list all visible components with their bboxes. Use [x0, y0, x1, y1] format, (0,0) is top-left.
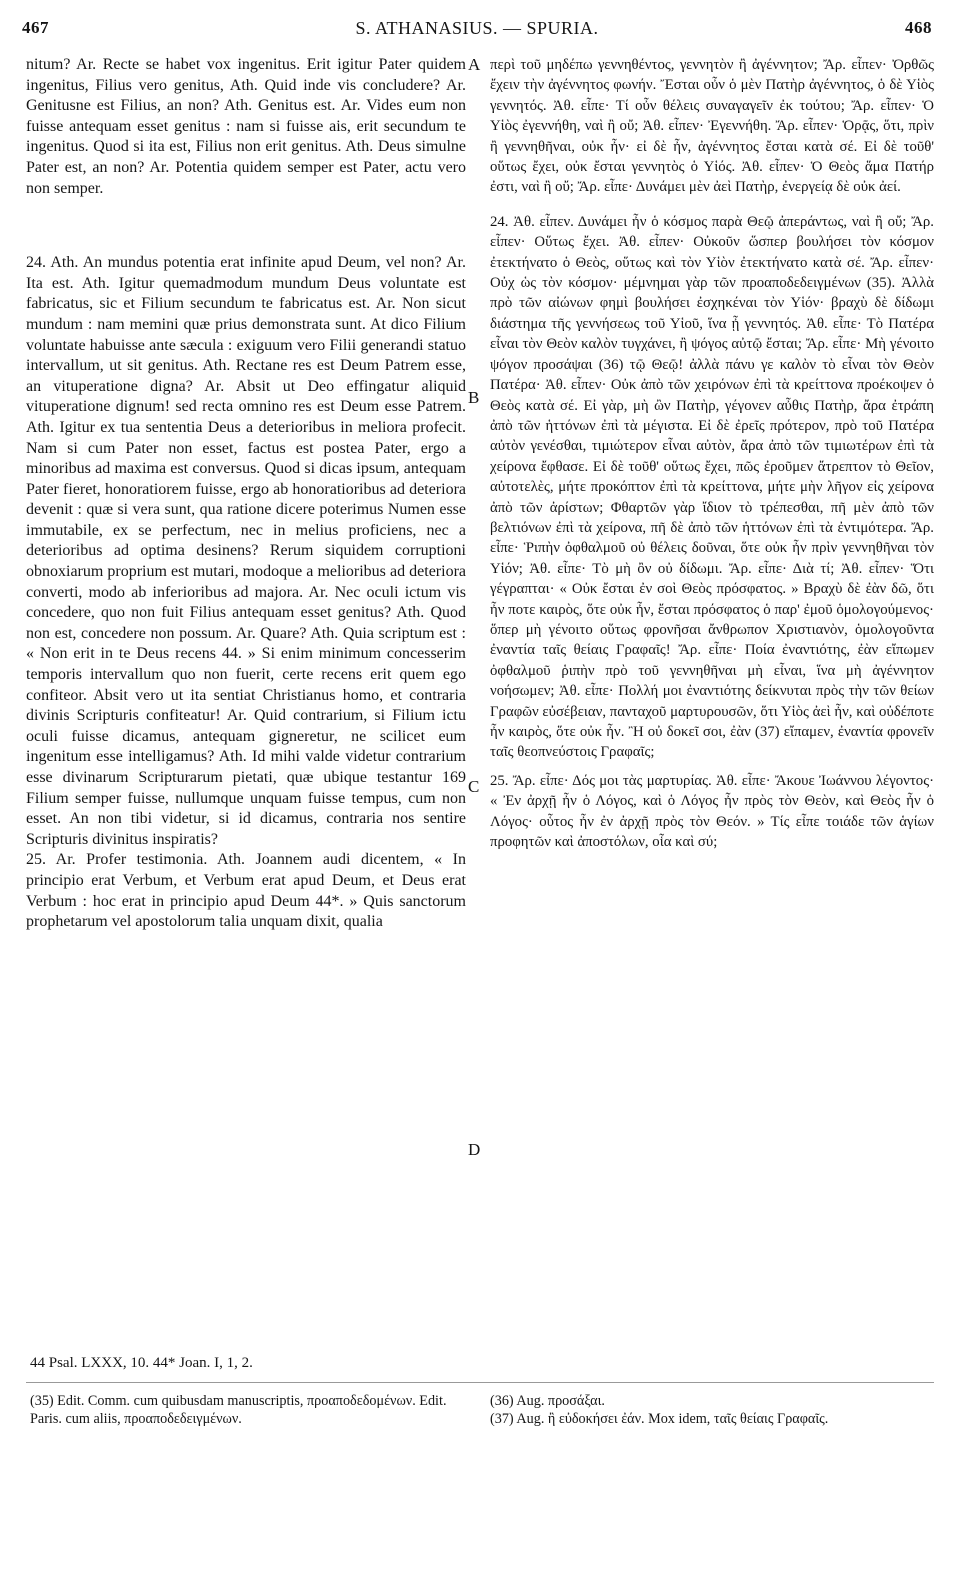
running-header [22, 18, 932, 48]
greek-column [490, 55, 934, 852]
running-title: S. ATHANASIUS. — SPURIA. [355, 18, 599, 38]
latin-column [26, 55, 466, 933]
page-number-left: 467 [22, 18, 49, 37]
margin-letter-c: C [468, 777, 480, 796]
footnote-divider [26, 1382, 934, 1383]
footnotes-left: (35) Edit. Comm. cum quibusdam manuscriptis, προαποδεδομένων. Edit. Paris. cum aliis, προαποδεδειγμένων. [30, 1393, 447, 1427]
greek-paragraph: 24. Ἀθ. εἶπεν. Δυνάμει ἦν ὁ κόσμος παρὰ Θεῷ ἀπεράντως, ναὶ ἢ οὔ; Ἄρ. εἶπεν· Οὕτως ἔχει. Ἀθ. εἶπεν· Οὐκοῦν ὥσπερ βουλήσει τὸν κόσμον ἐτεκτήνατο ὁ Θεὸς, οὕτως καὶ τὸν Υἱὸν ἐτεκτήνατο κατὰ σέ. Ἄρ. εἶπεν· Οὐχ ὡς τὸν κόσμον· μέμνημαι γὰρ τῶν προαποδεδειγμένων (35). Ἀλλὰ πρὸ τῶν αἰώνων φημὶ βουλήσει ἐσχηκέναι τὸν Υἱόν· βραχὺ δὲ δίδωμι διάστημα τῆς γεννήσεως τοῦ Υἱοῦ, ἵνα ᾖ γεννητός. Ἀθ. εἶπε· Τὸ Πατέρα εἶναι τὸν Θεὸν καλὸν τυγχάνει, ἢ ψόγος αὐτῷ ἔσται; Ἄρ. εἶπε· Μὴ γένοιτο ψόγον προσάψαι (36) τῷ Θεῷ! ἀλλὰ πάνυ γε καλὸν τὸ εἶναι τὸν Θεὸν Πατέρα· Ἀθ. εἶπεν· Οὐκ ἀπὸ τῶν χειρόνων ἐπὶ τὰ κρείττονα προέκοψεν ὁ Θεὸς κατὰ σέ. Εἰ γὰρ, μὴ ὢν Πατὴρ, γέγονεν αὖθις Πατὴρ, ἄρα ἐτράπη ἀπὸ τῶν ἡττόνων ἐπὶ τὰ μέγιστα. Εἰ δὲ ἐρεῖς πρότερον, πρὸ τοῦ Πατέρα αὐτὸν γενέσθαι, τιμιώτερον εἶναι αὐτὸν, ἄρα ἀπὸ τῶν τιμιωτέρων ἐπὶ τὰ χείρονα ἔφθασε. Εἰ δὲ τοῦθ' οὕτως ἔχει, πῶς ἐροῦμεν ἄτρεπτον τὸ Θεῖον, αὐτοτελὲς, μήτε προκόπτον ἐπὶ τὰ κρείττονα, μήτε μὴν λῆγον εἰς χείρονα ἀπὸ τῶν ἀρίστων; Φθαρτῶν γὰρ ἴδιον τὸ τρέπεσθαι, πῆ μὲν ἀπὸ τῶν βελτιόνων ἐπὶ τὰ χείρονα, πῆ δὲ ἀπὸ τῶν ἡττόνων ἐπὶ τὰ ἐντιμότερα. Ἄρ. εἶπε· Ῥιπὴν ὀφθαλμοῦ οὐ θέλεις δοῦναι, ὅτε οὐκ ἦν πρὶν γεννηθῆναι τὸν Υἱόν; Ἀθ. εἶπε· Τὸ μὴ ὂν οὐ δίδωμι. Ἄρ. εἶπε· Διὰ τί; Ἀθ. εἶπεν· Ὅτι γέγραπται· « Οὐκ ἔσται ἐν σοὶ Θεὸς πρόσφατος. » Βραχὺ δὲ ἐὰν δῶ, ὅτι ἦν ποτε καιρὸς, ὅτε οὐκ ἦν, ἔσται πρόσφατος ὁ παρ' ἐμοῦ ὁμολογούμενος· ὅπερ μὴ γένοιτο οὕτως φρονῆσαι ἄνθρωπον Χριστιανὸν, ὁμολογοῦντα ἐναντία ταῖς θείαις Γραφαῖς! Ἄρ. εἶπε· Ποία ἐναντιότης, ἐὰν εἴπωμεν ὀφθαλμοῦ ῥιπὴν πρὸ τοῦ γεννηθῆναι μὴ εἶναι, ἵνα μὴ ἀγέννητον νοήσωμεν; Ἀθ. εἶπε· Πολλή μοι ἐναντιότης δείκνυται πρὸς τὴν τῶν θείων Γραφῶν εὐσέβειαν, πανταχοῦ μαρτυρουσῶν, ὅτι Υἱὸς ἀεὶ ἦν, καὶ οὐδέποτε ἦν καιρὸς, ὅτε οὐκ ἦν. Ἢ οὐ δοκεῖ σοι, ἐὰν (37) εἴπαμεν, ἐναντία φρονεῖν ταῖς θεοπνεύστοις Γραφαῖς; [490, 213, 934, 761]
margin-letter-b: B [468, 388, 480, 407]
latin-paragraph: 25. Ar. Profer testimonia. Ath. Joannem audi dicentem, « In principio erat Verbum, et Verbum erat apud Deum, et Deus erat Verbum : hoc erat in principio apud Deum 44*. » Quis sanctorum prophetarum vel apostolorum talia unquam dixit, qualia [26, 851, 466, 931]
greek-paragraph: περὶ τοῦ μηδέπω γεννηθέντος, γεννητὸν ἢ ἀγέννητον; Ἄρ. εἶπεν· Ὀρθῶς ἔχειν τὴν ἀγέννητος φωνήν. Ἔσται οὖν ὁ μὲν Πατὴρ ἀγέννητος, ὁ δὲ Υἱὸς γεννητός. Ἀθ. εἶπε· Τί οὖν θέλεις συναγαγεῖν ἐκ τούτου; Ἄρ. εἶπεν· Ὁ Υἱὸς ἐγεννήθη, ναὶ ἢ οὔ; Ἀθ. εἶπεν· Ἐγεννήθη. Ἄρ. εἶπεν· Ὁρᾷς, ὅτι, πρὶν ἢ γεννηθῆναι, οὐκ ἦν· εἰ δὲ ἦν, ἀγέννητος ἔσται κατὰ σέ. Εἰ δὲ τοῦθ' οὕτως ἔχει, οὐκ ἔσται γεννητὸς ὁ Υἱός. Ἀθ. εἶπεν· Ὁ Θεὸς ἅμα Πατήρ ἐστι, ναὶ ἢ οὔ; Ἄρ. εἶπε· Δυνάμει μὲν ἀεὶ Πατὴρ, ἐνεργείᾳ δὲ οὐκ ἀεί. [490, 57, 934, 196]
margin-letter-d: D [468, 1140, 481, 1159]
margin-letter-a: A [468, 55, 481, 74]
latin-paragraph: 24. Ath. An mundus potentia erat infinite apud Deum, vel non? Ar. Ita est. Ath. Igitur quemadmodum mundum Deus voluntate est fabricatus, sic et Filium secundum te fabricatus est. Ar. Non sicut mundum : nam memini quæ prius demonstrata sunt. At dico Filium voluntate habuisse ante sæcula : exiguum vero Filii generandi statuo intervallum, ut sit genitus. Ath. Rectane res est Deum Patrem esse, an vituperatione digna? Ar. Absit ut Deo effingatur aliquid vituperatione dignum! sed recta omnino res est Deum esse Patrem. Ath. Igitur ex tua sententia Deus a deterioribus in meliora profecit. Nam si cum Pater non esset, factus est postea Pater, ergo a minoribus ad maxima est conversus. Quod si dicas ipsum, antequam Pater fieret, honoratiorem fuisse, ergo ab honoratioribus ad deteriora devenit : quæ si vera sunt, qua ratione dicere poterimus Numen esse immutabile, ex se perfectum, nec in melius proficiens, nec a deterioribus ad optima desinens? Rerum siquidem corruptioni obnoxiarum proprium est mutari, modoque a melioribus ad deteriora converti, modo ab inferioribus ad majora. Ar. Nec oculi ictum vis concedere, quo non fuit Filius antequam esset genitus? Ath. Quod non est, concedere non possum. Ar. Quare? Ath. Quia scriptum est : « Non erit in te Deus recens 44. » Si enim minimum concesserim temporis intervallum quo non fuerit, certe recens erit quem ego confiteor. Absit vero ut ita sentiat Christianus homo, et contraria divinis Scripturis confiteatur! Ar. Quid contrarium, si Filium ictu oculi fuisse dicamus, antequam gigneretur, ne scilicet eum ingenitum esse intelligamus? Ath. Id mihi valde videtur contrarium esse divinarum Scripturarum pietati, quæ ubique testantur 169 Filium semper fuisse, nullumque unquam fuisse tempus, cum non esset. An non tibi videtur, si id dicamus, contraria nos sentire Scripturis divinitus inspiratis? [26, 254, 466, 848]
greek-paragraph: 25. Ἄρ. εἶπε· Δός μοι τὰς μαρτυρίας. Ἀθ. εἶπε· Ἄκουε Ἰωάννου λέγοντος· « Ἐν ἀρχῇ ἦν ὁ Λόγος, καὶ ὁ Λόγος ἦν πρὸς τὸν Θεὸν, καὶ Θεὸς ἦν ὁ Λόγος· οὗτος ἦν ἐν ἀρχῇ πρὸς τὸν Θεόν. » Τίς εἶπε τοιάδε τῶν ἁγίων προφητῶν καὶ ἀποστόλων, οἷα καὶ σύ; [490, 772, 934, 851]
page-number-right: 468 [905, 18, 932, 37]
latin-paragraph: nitum? Ar. Recte se habet vox ingenitus. Erit igitur Pater quidem ingenitus, Filius vero genitus, Ath. Quid inde vis concludere? Ar. Genitusne est Filius, an non? Ath. Genitus est. Ar. Vides eum non fuisse antequam esset genitus : nam si fuisse ais, erit secundum te ingenitus. Quod si ita est, Filius non erit genitus. Ath. Deus simulne Pater est, an non? Ar. Potentia quidem semper est Pater, actu vero non semper. [26, 56, 466, 197]
footnotes-right: (36) Aug. προσάξαι. (37) Aug. ἢ εὐδοκήσει ἐάν. Mox idem, ταῖς θείαις Γραφαῖς. [490, 1393, 829, 1427]
scripture-footnotes: 44 Psal. LXXX, 10. 44* Joan. I, 1, 2. [30, 1355, 253, 1371]
